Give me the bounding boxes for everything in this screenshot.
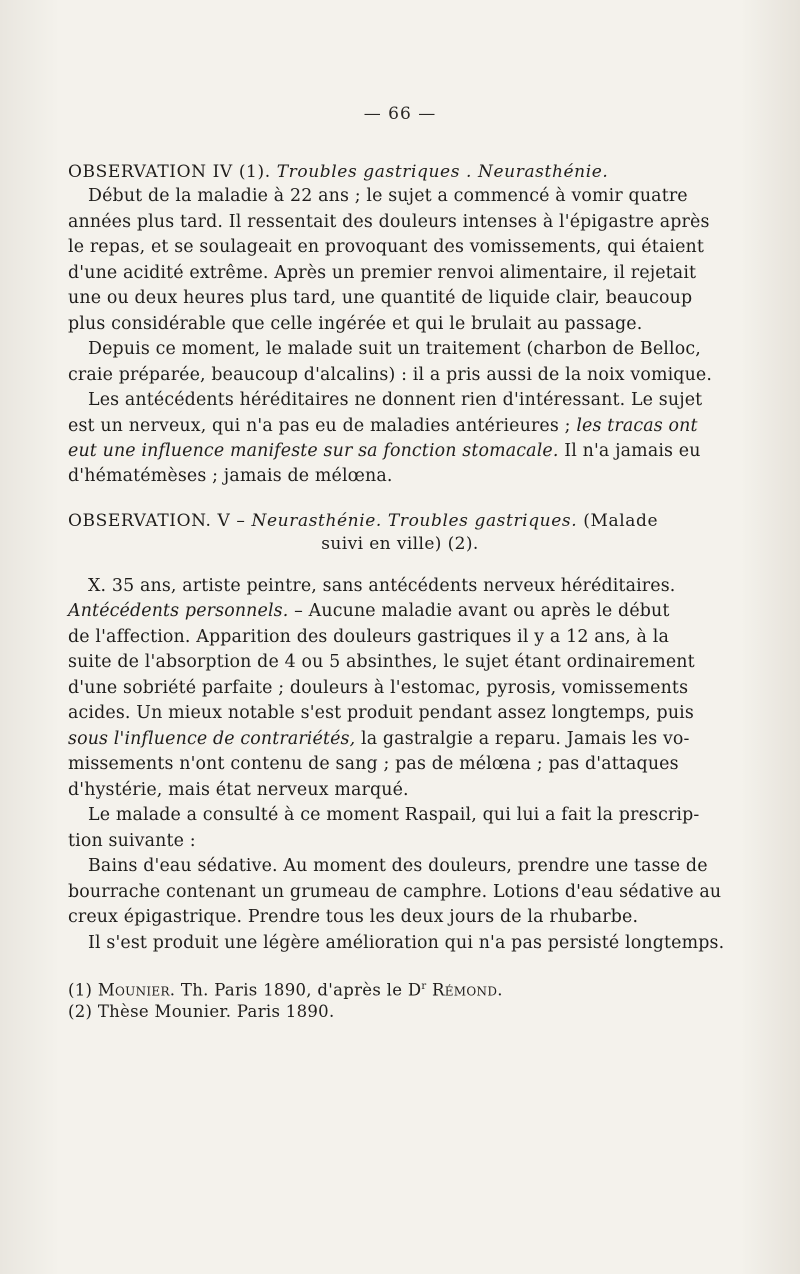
page-number: — 66 — [363,104,437,124]
footnote-1-sup: r [421,981,427,992]
obs5-line-7-rest: la gastralgie a reparu. Jamais les vo- [360,729,690,749]
observation-5-note: (Malade [583,511,659,531]
obs5-line-15: Il s'est produit une légère amélioration qui n'a pas persisté longtemps. [88,933,725,953]
obs5-line-7 [68,728,690,750]
obs4-line-1: Début de la maladie à 22 ans ; le sujet a commencé à vomir quatre [88,186,688,206]
obs5-line-7-italic: sous l'influence de contrariétés, [68,729,356,749]
observation-5-topic: Neurasthénie. Troubles gastriques. [251,511,578,531]
obs5-line-2 [68,600,670,622]
obs4-line-11-rest: Il n'a jamais eu [564,441,701,461]
obs5-line-6: acides. Un mieux notable s'est produit pendant assez longtemps, puis [68,703,694,723]
observation-5-label: OBSERVATION. V – [68,511,246,531]
footnote-1-number: (1) [68,980,93,1000]
obs5-line-1: X. 35 ans, artiste peintre, sans antécédents nerveux héréditaires. [88,576,676,596]
obs4-line-11-italic: eut une influence manifeste sur sa fonction stomacale. [68,441,559,461]
observation-5-heading [68,510,758,532]
obs5-line-9: d'hystérie, mais état nerveux marqué. [68,780,409,800]
footnote-1-name: Rémond. [432,980,503,1000]
obs4-line-7: Depuis ce moment, le malade suit un traitement (charbon de Belloc, [88,339,701,359]
footnote-1 [68,976,503,1002]
obs4-line-12: d'hématémèses ; jamais de mélœna. [68,466,393,486]
obs5-line-4: suite de l'absorption de 4 ou 5 absinthes, le sujet étant ordinairement [68,652,695,672]
obs4-line-10-italic: les tracas ont [576,416,698,436]
obs5-line-2-rest: – Aucune maladie avant ou après le début [294,601,670,621]
obs4-line-8: craie préparée, beaucoup d'alcalins) : il a pris aussi de la noix vomique. [68,365,713,385]
footnote-1-text: Th. Paris 1890, d'après le D [180,980,422,1000]
obs5-line-2-italic: Antécédents personnels. [68,601,289,621]
obs4-line-3: le repas, et se soulageait en provoquant des vomissements, qui étaient [68,237,704,257]
obs4-line-4: d'une acidité extrême. Après un premier renvoi alimentaire, il rejetait [68,263,697,283]
footnote-1-author: Mounier. [97,980,176,1000]
footnote-2 [68,1001,335,1023]
obs5-line-11: tion suivante : [68,831,196,851]
obs4-line-10-text: est un nerveux, qui n'a pas eu de maladies antérieures ; [68,416,571,436]
obs5-line-3: de l'affection. Apparition des douleurs gastriques il y a 12 ans, à la [68,627,669,647]
footnote-2-number: (2) [68,1002,93,1021]
obs5-line-12: Bains d'eau sédative. Au moment des douleurs, prendre une tasse de [88,856,708,876]
obs5-line-8: missements n'ont contenu de sang ; pas de mélœna ; pas d'attaques [68,754,679,774]
obs4-line-11 [68,440,701,462]
obs4-line-10 [68,415,698,437]
observation-4-topic: Troubles gastriques . Neurasthénie. [276,162,609,182]
obs5-line-10: Le malade a consulté à ce moment Raspail, qui lui a fait la prescrip- [88,805,700,825]
obs4-line-9: Les antécédents héréditaires ne donnent rien d'intéressant. Le sujet [88,390,703,410]
observation-4-heading [68,161,758,183]
obs4-line-5: une ou deux heures plus tard, une quantité de liquide clair, beaucoup [68,288,693,308]
obs5-line-13: bourrache contenant un grumeau de camphre. Lotions d'eau sédative au [68,882,722,902]
observation-4-label: OBSERVATION IV (1). [68,162,271,182]
obs5-line-14: creux épigastrique. Prendre tous les deux jours de la rhubarbe. [68,907,639,927]
footnote-2-text: Thèse Mounier. Paris 1890. [97,1002,335,1021]
obs4-line-2: années plus tard. Il ressentait des douleurs intenses à l'épigastre après [68,212,710,232]
obs5-line-5: d'une sobriété parfaite ; douleurs à l'estomac, pyrosis, vomissements [68,678,689,698]
observation-5-subtitle: suivi en ville) (2). [321,534,479,554]
obs4-line-6: plus considérable que celle ingérée et qui le brulait au passage. [68,314,643,334]
